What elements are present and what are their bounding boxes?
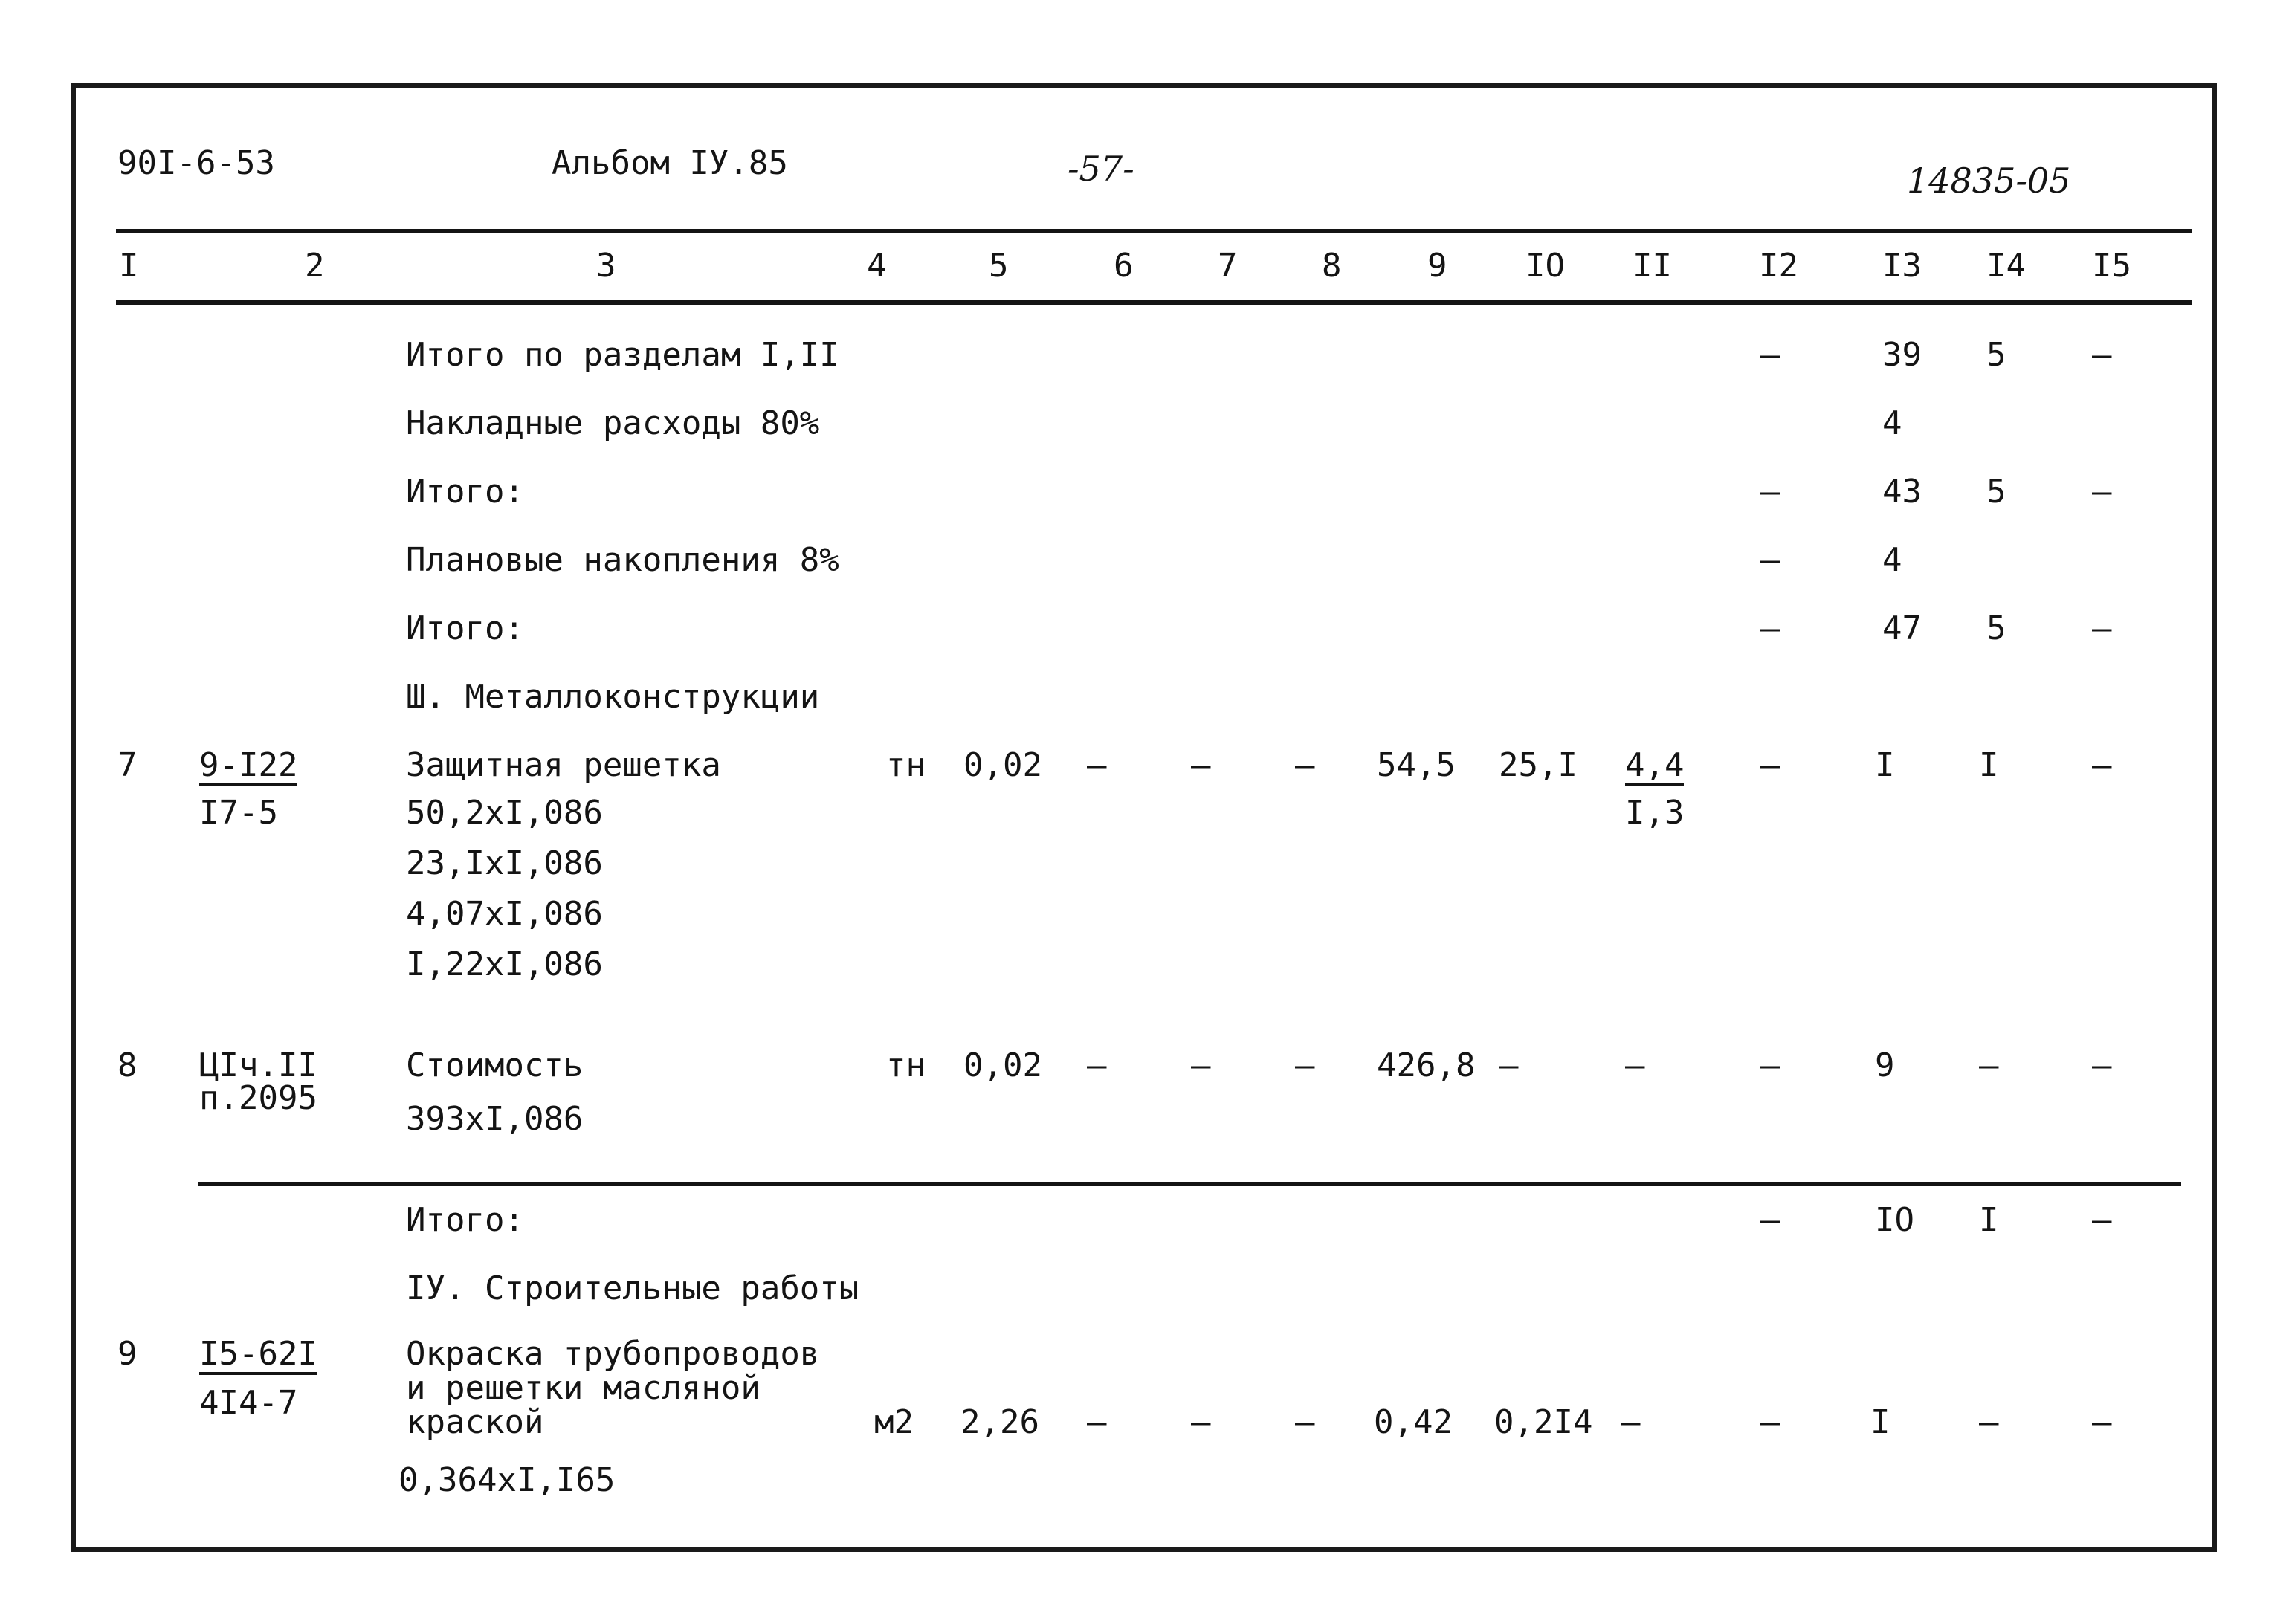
item-9-c14: – xyxy=(1979,1403,1999,1441)
register-number: 14835-05 xyxy=(1907,161,2071,201)
item-9-description-line: и решетки масляной xyxy=(406,1369,761,1407)
album-label: Альбом IУ.85 xyxy=(552,144,788,182)
row-overhead-label: Накладные расходы 80% xyxy=(406,404,820,442)
row-total-sections-c13: 39 xyxy=(1882,336,1922,374)
item-7-c11-top: 4,4 xyxy=(1625,749,1684,786)
item-8-c10: – xyxy=(1499,1046,1519,1084)
col-header-15: I5 xyxy=(2092,247,2131,285)
item-8-c11: – xyxy=(1625,1046,1645,1084)
item-9-calc-line: 0,364xI,I65 xyxy=(398,1461,616,1499)
header-bottom-rule xyxy=(116,300,2192,305)
item-7-c7: – xyxy=(1191,746,1211,784)
header-top-rule xyxy=(116,229,2192,233)
item-7-calc-line: 23,IxI,086 xyxy=(406,844,603,882)
item-8-quantity: 0,02 xyxy=(963,1046,1042,1084)
col-header-12: I2 xyxy=(1759,247,1798,285)
item-9-description-line: Окраска трубопроводов xyxy=(406,1335,820,1373)
row-subtotal-2-c12: – xyxy=(1760,609,1780,647)
item-7-calc-line: 50,2xI,086 xyxy=(406,794,603,832)
item-8-c14: – xyxy=(1979,1046,1999,1084)
row-total-sections-label: Итого по разделам I,II xyxy=(406,336,839,374)
item-9-c11: – xyxy=(1621,1403,1641,1441)
col-header-6: 6 xyxy=(1114,247,1134,285)
item-9-quantity: 2,26 xyxy=(960,1403,1039,1441)
item-7-quantity: 0,02 xyxy=(963,746,1042,784)
item-7-c6: – xyxy=(1087,746,1107,784)
col-header-1: I xyxy=(119,247,139,285)
page-number: -57- xyxy=(1068,149,1134,189)
item-9-c7: – xyxy=(1191,1403,1211,1441)
col-header-11: II xyxy=(1633,247,1672,285)
item-7-calc-line: I,22xI,086 xyxy=(406,945,603,983)
row-metal-total-c14: I xyxy=(1979,1201,1999,1239)
row-subtotal-1-c12: – xyxy=(1760,473,1780,511)
col-header-3: 3 xyxy=(596,247,616,285)
row-subtotal-1-c13: 43 xyxy=(1882,473,1922,511)
item-7-c13: I xyxy=(1875,746,1895,784)
item-7-code-top: 9-I22 xyxy=(199,749,297,786)
item-7-calc-line: 4,07xI,086 xyxy=(406,895,603,933)
row-metal-total-c13: IO xyxy=(1875,1201,1914,1239)
col-header-7: 7 xyxy=(1218,247,1238,285)
col-header-13: I3 xyxy=(1882,247,1922,285)
row-subtotal-2-c13: 47 xyxy=(1882,609,1922,647)
item-8-code-bottom: п.2095 xyxy=(199,1079,317,1117)
item-8-c15: – xyxy=(2092,1046,2112,1084)
item-8-c9: 426,8 xyxy=(1377,1046,1476,1084)
item-8-calc-line: 393xI,086 xyxy=(406,1100,584,1138)
item-7-c14: I xyxy=(1979,746,1999,784)
item-9-c12: – xyxy=(1760,1403,1780,1441)
item-8-c7: – xyxy=(1191,1046,1211,1084)
row-metal-total-c12: – xyxy=(1760,1201,1780,1239)
section-construction-works-title: IУ. Строительные работы xyxy=(406,1269,859,1307)
item-9-unit: м2 xyxy=(874,1403,914,1441)
section-separator-rule xyxy=(198,1182,2181,1186)
row-overhead-c13: 4 xyxy=(1882,404,1902,442)
item-8-c6: – xyxy=(1087,1046,1107,1084)
item-7-number: 7 xyxy=(117,746,138,784)
item-8-description: Стоимость xyxy=(406,1046,584,1084)
item-8-c12: – xyxy=(1760,1046,1780,1084)
row-metal-total-c15: – xyxy=(2092,1201,2112,1239)
row-total-sections-c15: – xyxy=(2092,336,2112,374)
item-8-c8: – xyxy=(1295,1046,1315,1084)
item-9-c10: 0,2I4 xyxy=(1494,1403,1593,1441)
col-header-14: I4 xyxy=(1986,247,2026,285)
row-planned-savings-c13: 4 xyxy=(1882,541,1902,579)
item-9-c8: – xyxy=(1295,1403,1315,1441)
item-9-description-line: краской xyxy=(406,1403,544,1441)
col-header-2: 2 xyxy=(305,247,325,285)
item-9-code-top: I5-62I xyxy=(199,1338,317,1375)
row-total-sections-c12: – xyxy=(1760,336,1780,374)
item-7-c11-bottom: I,3 xyxy=(1625,794,1685,832)
item-8-number: 8 xyxy=(117,1046,138,1084)
item-8-unit: тн xyxy=(886,1046,926,1084)
item-7-c15: – xyxy=(2092,746,2112,784)
col-header-5: 5 xyxy=(989,247,1009,285)
row-subtotal-1-c15: – xyxy=(2092,473,2112,511)
item-7-c12: – xyxy=(1760,746,1780,784)
item-9-c6: – xyxy=(1087,1403,1107,1441)
col-header-8: 8 xyxy=(1322,247,1342,285)
row-subtotal-2-label: Итого: xyxy=(406,609,524,647)
item-7-c8: – xyxy=(1295,746,1315,784)
row-subtotal-1-label: Итого: xyxy=(406,473,524,511)
item-7-description: Защитная решетка xyxy=(406,746,721,784)
item-9-code-bottom: 4I4-7 xyxy=(199,1384,298,1422)
item-9-number: 9 xyxy=(117,1335,138,1373)
item-8-c13: 9 xyxy=(1875,1046,1895,1084)
doc-code: 90I-6-53 xyxy=(117,144,275,182)
row-subtotal-2-c14: 5 xyxy=(1986,609,2006,647)
item-7-code-bottom: I7-5 xyxy=(199,794,278,832)
row-subtotal-1-c14: 5 xyxy=(1986,473,2006,511)
row-total-sections-c14: 5 xyxy=(1986,336,2006,374)
col-header-10: IO xyxy=(1525,247,1565,285)
item-7-c10: 25,I xyxy=(1499,746,1578,784)
col-header-4: 4 xyxy=(867,247,887,285)
item-9-c15: – xyxy=(2092,1403,2112,1441)
item-8-code-top: ЦIч.II xyxy=(199,1046,317,1084)
row-planned-savings-c12: – xyxy=(1760,541,1780,579)
section-metal-structures-title: Ш. Металлоконструкции xyxy=(406,678,820,716)
item-7-c9: 54,5 xyxy=(1377,746,1456,784)
item-9-c13: I xyxy=(1870,1403,1890,1441)
row-metal-total-label: Итого: xyxy=(406,1201,524,1239)
item-7-unit: тн xyxy=(886,746,926,784)
col-header-9: 9 xyxy=(1427,247,1447,285)
row-subtotal-2-c15: – xyxy=(2092,609,2112,647)
row-planned-savings-label: Плановые накопления 8% xyxy=(406,541,839,579)
item-9-c9: 0,42 xyxy=(1374,1403,1453,1441)
